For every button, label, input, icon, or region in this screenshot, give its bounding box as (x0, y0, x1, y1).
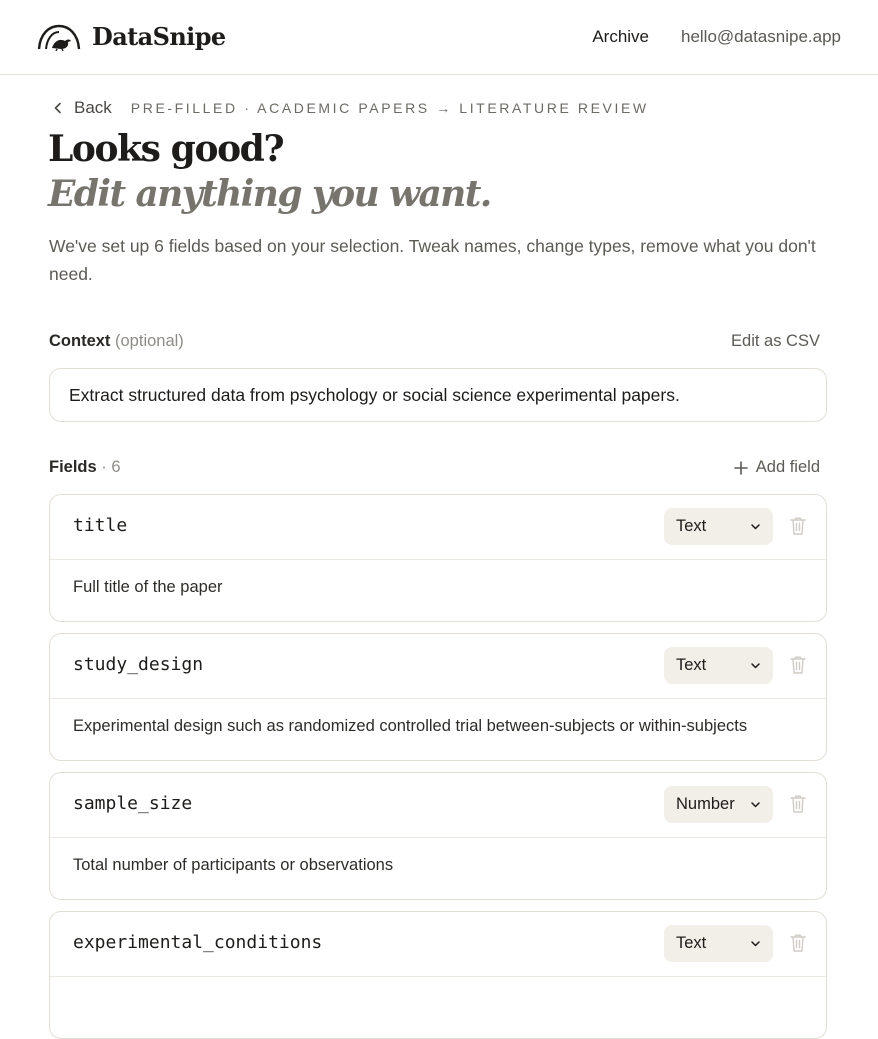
add-field-button[interactable] (734, 458, 820, 477)
edit-as-csv-label: Edit as CSV (731, 332, 820, 350)
field-name-input[interactable]: sample_size (73, 793, 193, 814)
field-card-header (50, 773, 826, 838)
context-label-text: Context (49, 332, 111, 350)
field-type-select[interactable] (664, 508, 773, 545)
field-type-select[interactable] (664, 925, 773, 962)
context-label (49, 332, 184, 351)
field-type-select[interactable] (664, 647, 773, 684)
field-card-header (50, 634, 826, 699)
chevron-down-icon (750, 660, 761, 671)
field-type-value: Text (676, 656, 707, 674)
chevron-left-icon (52, 102, 64, 114)
field-description[interactable]: Experimental design such as randomized controlled trial between-subjects or within-subjects (73, 717, 748, 735)
brand-logo[interactable] (36, 22, 226, 51)
context-optional-text: (optional) (115, 332, 184, 350)
intro-text: We've set up 6 fields based on your selection. Tweak names, change types, remove what you don't need. (49, 236, 816, 284)
field-card (49, 911, 827, 1039)
trash-icon[interactable] (789, 794, 807, 814)
fields-label-text: Fields (49, 458, 97, 476)
account-email-link[interactable]: hello@datasnipe.app (681, 27, 841, 46)
trash-icon[interactable] (789, 516, 807, 536)
add-field-label: Add field (755, 458, 820, 476)
field-name-input[interactable]: study_design (73, 654, 204, 675)
brand-name: DataSnipe (92, 22, 226, 51)
field-card-header (50, 912, 826, 977)
trash-icon[interactable] (789, 655, 807, 675)
edit-as-csv-button[interactable] (731, 332, 820, 351)
field-card (49, 494, 827, 622)
chevron-down-icon (750, 799, 761, 810)
field-name-input[interactable]: experimental_conditions (73, 932, 323, 953)
context-input[interactable] (49, 368, 827, 422)
field-card-header (50, 495, 826, 560)
breadcrumb-path: PRE-FILLED · ACADEMIC PAPERS → LITERATURE REVIEW (130, 100, 649, 116)
field-type-value: Number (676, 795, 735, 813)
field-description[interactable]: Total number of participants or observations (73, 856, 394, 874)
nav-archive-link[interactable]: Archive (592, 27, 649, 46)
field-card (49, 772, 827, 900)
fields-label (49, 458, 121, 477)
bird-logo-icon (36, 23, 82, 51)
fields-count: · 6 (101, 458, 121, 476)
back-label: Back (74, 98, 112, 117)
breadcrumb (52, 98, 649, 118)
field-type-value: Text (676, 934, 707, 952)
field-name-input[interactable]: title (73, 515, 128, 536)
page-subtitle: Edit anything you want. (48, 173, 491, 215)
field-description[interactable]: Full title of the paper (73, 578, 223, 596)
context-input-value: Extract structured data from psychology or social science experimental papers. (69, 384, 680, 405)
chevron-down-icon (750, 938, 761, 949)
field-card (49, 633, 827, 761)
back-button[interactable] (52, 98, 112, 118)
top-header (0, 0, 878, 75)
plus-icon (734, 461, 748, 475)
chevron-down-icon (750, 521, 761, 532)
top-nav (592, 27, 841, 47)
field-type-select[interactable] (664, 786, 773, 823)
trash-icon[interactable] (789, 933, 807, 953)
field-type-value: Text (676, 517, 707, 535)
page-title: Looks good? (48, 128, 284, 170)
